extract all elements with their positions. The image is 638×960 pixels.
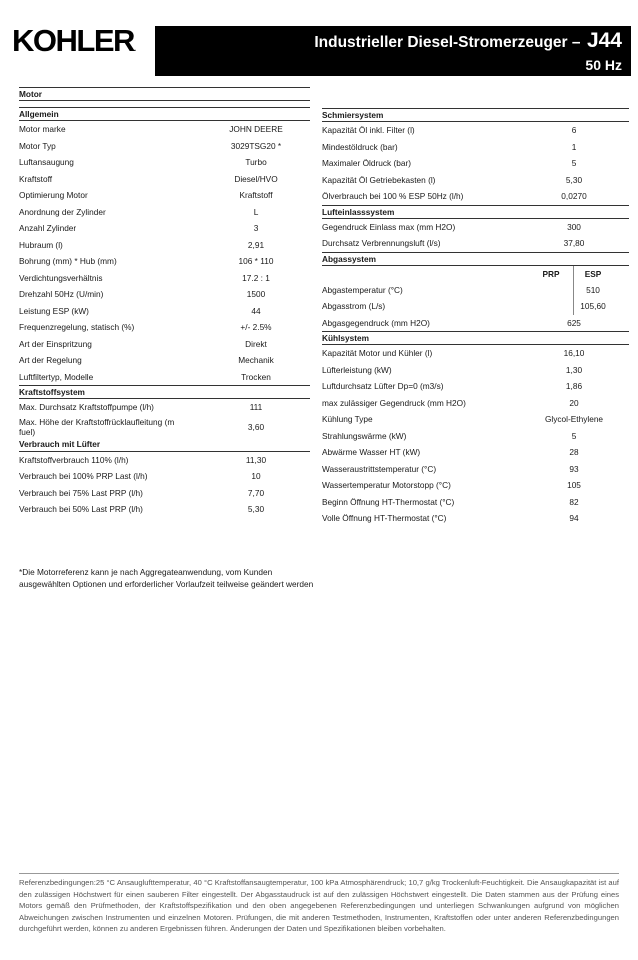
table-row	[19, 319, 310, 336]
table-row	[322, 395, 629, 412]
table-row	[322, 378, 629, 395]
row-value: 1,30	[565, 364, 583, 375]
row-value: 1500	[246, 289, 266, 299]
row-label: Abgasgegendruck (mm H2O)	[322, 317, 430, 328]
row-value: 11,30	[245, 454, 267, 465]
section-verbrauch: Verbrauch mit Lüfter	[19, 438, 310, 452]
row-label: Optimierung Motor	[19, 190, 88, 200]
row-label: Kapazität Motor und Kühler (l)	[322, 348, 433, 358]
row-value: 5	[571, 158, 577, 168]
table-row	[322, 315, 629, 332]
table-row	[19, 416, 310, 438]
col-esp: ESP	[584, 268, 602, 279]
row-value: 5,30	[247, 504, 265, 514]
row-label: Hubraum (l)	[19, 239, 63, 250]
row-label: Leistung ESP (kW)	[19, 305, 89, 316]
row-label: Art der Einspritzung	[19, 338, 92, 349]
row-value: Trocken	[241, 371, 271, 382]
row-value: 5,30	[565, 174, 583, 185]
row-value: 28	[569, 447, 579, 457]
table-row	[19, 171, 310, 188]
section-schmiersystem: Schmiersystem	[322, 108, 629, 122]
row-label: Lüfterleistung (kW)	[322, 364, 392, 375]
table-row	[19, 187, 310, 204]
abgas-header-row	[322, 266, 629, 282]
row-label: Abgasstrom (L/s)	[322, 301, 386, 311]
row-value-esp: 510	[586, 284, 600, 295]
table-row	[322, 298, 629, 315]
table-row	[19, 270, 310, 287]
row-label: Max. Durchsatz Kraftstoffpumpe (l/h)	[19, 402, 154, 412]
row-value: Kraftstoff	[239, 190, 273, 200]
table-row	[19, 399, 310, 416]
row-label: Frequenzregelung, statisch (%)	[19, 322, 135, 332]
table-row	[19, 121, 310, 138]
row-value: 17.2 : 1	[242, 272, 270, 283]
table-row	[322, 219, 629, 236]
row-label: Verbrauch bei 50% Last PRP (l/h)	[19, 504, 143, 514]
row-value: L	[253, 206, 259, 217]
row-value: 1,86	[565, 381, 583, 391]
table-row	[322, 411, 629, 428]
lufteinlass-table	[322, 219, 629, 252]
engine-footnote: *Die Motorreferenz kann je nach Aggregateanwendung, vom Kunden ausgewählten Optionen und erforderlicher Vorlaufzeit teilweise geändert werden	[19, 567, 314, 589]
section-kuehlsystem: Kühlsystem	[322, 331, 629, 345]
table-row	[19, 253, 310, 270]
row-label: Durchsatz Verbrennungsluft (l/s)	[322, 238, 441, 248]
row-value: 106 * 110	[238, 256, 274, 266]
row-value: Direkt	[245, 338, 267, 349]
table-row	[322, 172, 629, 189]
row-value: Mechanik	[238, 355, 274, 365]
systems-column	[322, 108, 629, 527]
row-label: Strahlungswärme (kW)	[322, 430, 407, 441]
table-row	[19, 369, 310, 386]
row-label: Luftansaugung	[19, 157, 74, 167]
table-row	[322, 155, 629, 172]
kuehl-table	[322, 345, 629, 527]
row-value: 37,80	[563, 238, 585, 248]
row-value: +/- 2.5%	[240, 322, 272, 332]
table-row	[19, 485, 310, 502]
row-label: Kraftstoffverbrauch 110% (l/h)	[19, 454, 129, 465]
row-label: Art der Regelung	[19, 355, 82, 365]
table-row	[19, 468, 310, 485]
row-label: Kapazität Öl inkl. Filter (l)	[322, 125, 415, 135]
row-label: Beginn Öffnung HT-Thermostat (°C)	[322, 496, 455, 507]
row-label: Volle Öffnung HT-Thermostat (°C)	[322, 513, 447, 523]
table-row	[19, 204, 310, 221]
table-row	[322, 362, 629, 379]
row-label: Abgastemperatur (°C)	[322, 284, 403, 295]
row-label: Mindestöldruck (bar)	[322, 141, 398, 152]
motor-column	[19, 87, 310, 518]
section-lufteinlass: Lufteinlasssystem	[322, 205, 629, 219]
row-value: 7,70	[247, 487, 265, 498]
reference-conditions: Referenzbedingungen:25 °C Ansauglufttemperatur, 40 °C Kraftstoffansaugtemperatur, 100 kPa Atmosphärendruck; 10,7 g/kg Trockenluft-Feuchtigkeit. Die Ansaugkapazität ist auf den zulässigen Höchstwert für einen sauberen Filter eingestellt. Der Abgasstaudruck ist auf den zulässigen Höchstwert eingestellt. Die Daten stammen aus der Prüfung eines Motors gemäß den Prüfmethoden, der Kraftstoffspezifikation und den oben angegebenen Referenzbedingungen und unterliegen Schwankungen aufgrund von möglichen Abweichungen zwischen Instrumenten und einzelnen Motoren. Prüfungen, die mit anderen Testmethoden, Instrumenten, Kraftstoffen oder unter anderen Referenzbedingungen durchgeführt werden, können zu anderen Ergebnissen führen. Änderungen der Daten und Spezifikationen bleiben vorbehalten.	[19, 873, 619, 935]
table-row	[322, 477, 629, 494]
row-value: 82	[569, 496, 579, 507]
row-label: Luftfiltertyp, Modelle	[19, 371, 94, 382]
row-value: 625	[567, 317, 581, 328]
document-title	[314, 29, 622, 53]
row-label: Kraftstoff	[19, 173, 53, 184]
table-row	[322, 461, 629, 478]
row-value: 3,60	[247, 421, 265, 432]
row-label: Kühlung Type	[322, 414, 373, 424]
table-row	[19, 303, 310, 320]
kohler-logo: KOHLER.	[12, 23, 137, 58]
logo-dot: .	[133, 44, 137, 53]
row-label: Anordnung der Zylinder	[19, 206, 106, 217]
row-value: 300	[567, 221, 581, 232]
model-name: J44	[586, 29, 622, 52]
row-value: 10	[251, 471, 261, 481]
kraftstoff-table	[19, 399, 310, 438]
row-value: 5	[571, 430, 577, 441]
col-prp: PRP	[542, 268, 560, 279]
table-row	[19, 501, 310, 518]
table-row	[19, 220, 310, 237]
row-label: Drehzahl 50Hz (U/min)	[19, 289, 104, 299]
table-row	[19, 452, 310, 469]
section-abgassystem: Abgassystem	[322, 252, 629, 266]
table-row	[322, 122, 629, 139]
row-label: Wassertemperatur Motorstopp (°C)	[322, 480, 451, 490]
row-value: 105	[567, 480, 581, 490]
table-row	[322, 444, 629, 461]
section-allgemein: Allgemein	[19, 107, 310, 121]
row-value: Glycol-Ethylene	[544, 414, 604, 424]
row-value: 0,0270	[561, 191, 587, 201]
row-label: Motor Typ	[19, 140, 56, 151]
row-label: Verbrauch bei 100% PRP Last (l/h)	[19, 471, 148, 481]
row-value: 111	[249, 402, 263, 412]
row-value: 44	[251, 305, 261, 316]
row-label: Verbrauch bei 75% Last PRP (l/h)	[19, 487, 143, 498]
row-label: Abwärme Wasser HT (kW)	[322, 447, 421, 457]
table-row	[19, 286, 310, 303]
table-row	[19, 336, 310, 353]
section-motor: Motor	[19, 87, 310, 101]
row-value: 6	[571, 125, 577, 135]
row-label: Maximaler Öldruck (bar)	[322, 158, 411, 168]
row-label: Kapazität Öl Getriebekasten (l)	[322, 174, 436, 185]
row-value: Diesel/HVO	[234, 173, 278, 184]
table-row	[322, 428, 629, 445]
row-value: 3029TSG20 *	[230, 140, 282, 151]
row-value: 3	[253, 223, 259, 233]
table-row	[19, 138, 310, 155]
row-value: 16,10	[563, 348, 585, 358]
row-label: Bohrung (mm) * Hub (mm)	[19, 256, 117, 266]
table-row	[322, 282, 629, 299]
row-label: Gegendruck Einlass max (mm H2O)	[322, 221, 456, 232]
table-row	[19, 352, 310, 369]
row-value-esp: 105,60	[580, 301, 606, 311]
row-value: 94	[569, 513, 579, 523]
row-label: Anzahl Zylinder	[19, 223, 77, 233]
row-label: Ölverbrauch bei 100 % ESP 50Hz (l/h)	[322, 191, 464, 201]
row-value: 1	[571, 141, 577, 152]
table-row	[322, 188, 629, 205]
row-value: 93	[569, 463, 579, 474]
title-banner	[155, 26, 631, 76]
table-row	[19, 154, 310, 171]
table-row	[322, 345, 629, 362]
row-value: Turbo	[245, 157, 267, 167]
row-label: Wasseraustrittstemperatur (°C)	[322, 463, 437, 474]
frequency-label: 50 Hz	[585, 57, 622, 73]
row-value: 2,91	[247, 239, 265, 250]
row-label: Max. Höhe der Kraftstoffrücklaufleitung (m fuel)	[19, 416, 175, 437]
table-row	[19, 237, 310, 254]
row-value: JOHN DEERE	[229, 124, 283, 134]
table-row	[322, 510, 629, 527]
abgas-table	[322, 266, 629, 332]
table-row	[322, 235, 629, 252]
table-row	[322, 139, 629, 156]
row-value: 20	[569, 397, 579, 408]
title-text: Industrieller Diesel-Stromerzeuger –	[314, 34, 581, 51]
schmier-table	[322, 122, 629, 205]
row-label: Luftdurchsatz Lüfter Dp=0 (m3/s)	[322, 381, 444, 391]
row-label: max zulässiger Gegendruck (mm H2O)	[322, 397, 466, 408]
row-label: Verdichtungsverhältnis	[19, 272, 103, 283]
table-row	[322, 494, 629, 511]
row-label: Motor marke	[19, 124, 66, 134]
verbrauch-table	[19, 452, 310, 518]
allgemein-table	[19, 121, 310, 385]
section-kraftstoffsystem: Kraftstoffsystem	[19, 385, 310, 399]
